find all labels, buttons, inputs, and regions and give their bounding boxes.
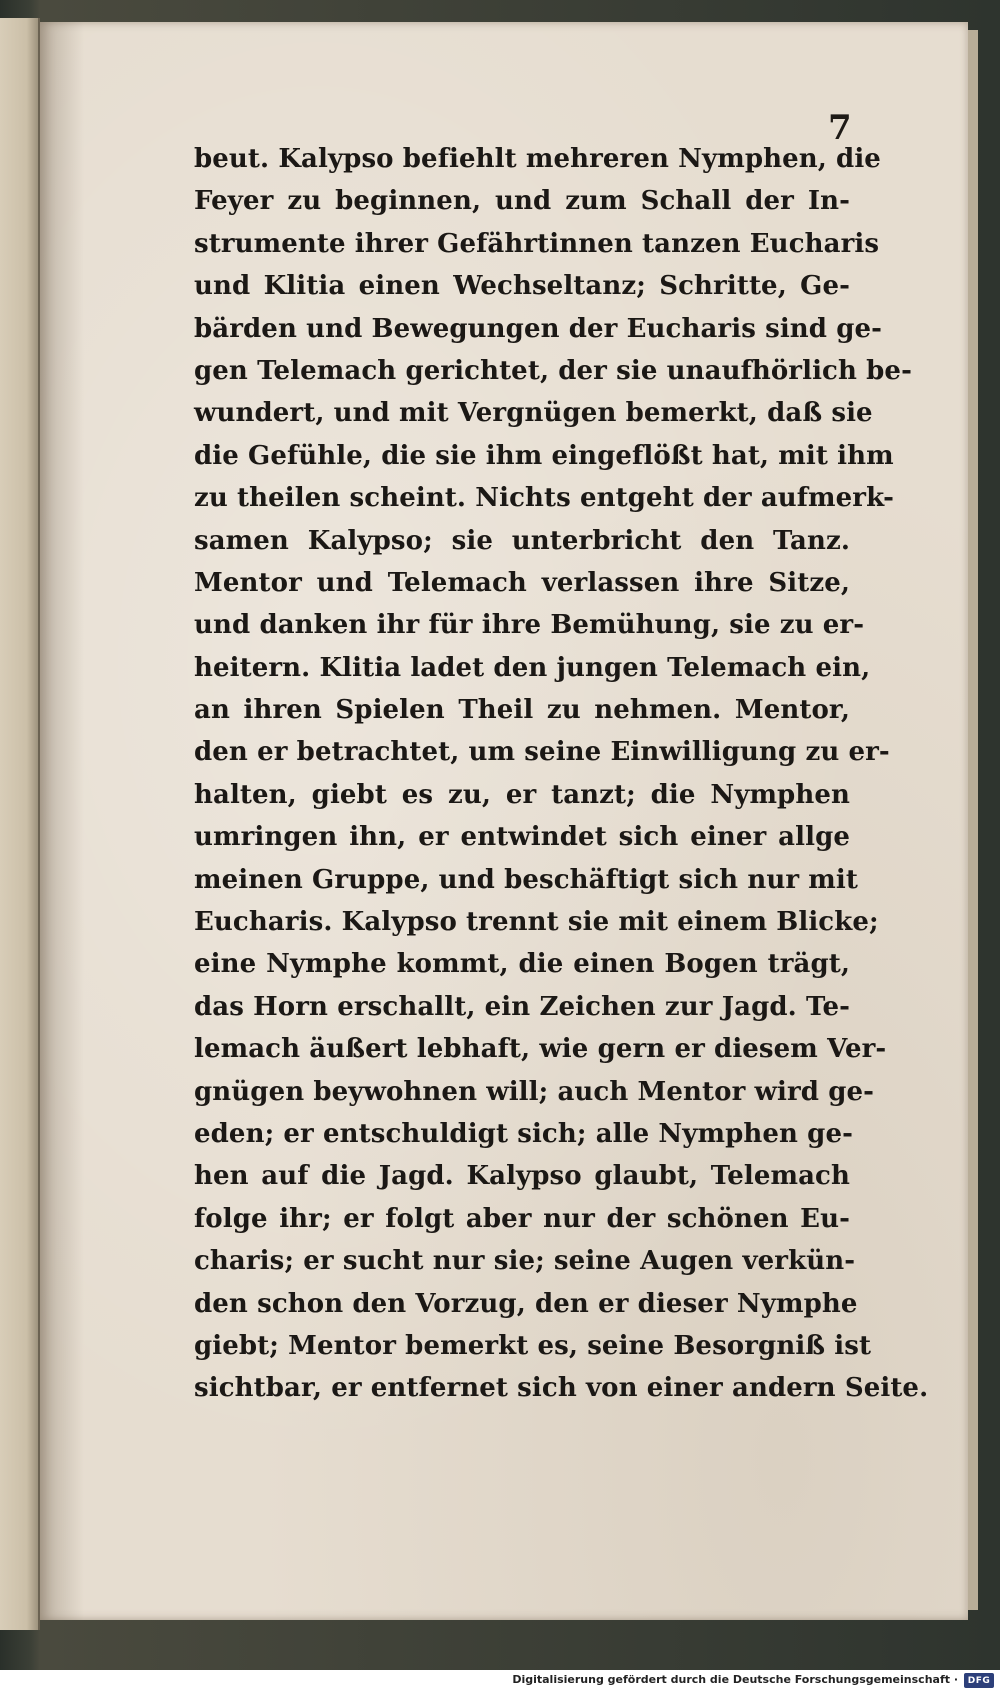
text-line: zu theilen scheint. Nichts entgeht der aufmerk-: [194, 483, 895, 514]
text-line: an ihren Spielen Theil zu nehmen. Mentor,: [194, 695, 850, 726]
text-line: meinen Gruppe, und beschäftigt sich nur mit: [194, 864, 858, 895]
page-right-edge: [968, 30, 978, 1610]
digitization-credit: Digitalisierung gefördert durch die Deutsche Forschungsgemeinschaft ·: [512, 1673, 958, 1686]
text-line: beut. Kalypso befiehlt mehreren Nymphen, die: [194, 144, 881, 174]
text-line: Eucharis. Kalypso trennt sie mit einem Blicke;: [194, 907, 879, 938]
text-line: wundert, und mit Vergnügen bemerkt, daß sie: [194, 398, 873, 429]
text-line: lemach äußert lebhaft, wie gern er diesem Ver-: [194, 1034, 887, 1065]
dfg-logo-text: DFG: [967, 1675, 991, 1686]
body-text: [194, 138, 929, 1410]
text-line: folge ihr; er folgt aber nur der schönen Eu-: [194, 1203, 850, 1234]
text-line: umringen ihn, er entwindet sich einer allge: [194, 822, 850, 853]
text-line: Feyer zu beginnen, und zum Schall der In-: [194, 186, 850, 217]
page-number: 7: [828, 108, 852, 148]
text-line: sichtbar, er entfernet sich von einer andern Seite.: [194, 1373, 929, 1404]
text-line: den schon den Vorzug, den er dieser Nymphe: [194, 1288, 858, 1319]
text-line: samen Kalypso; sie unterbricht den Tanz.: [194, 525, 850, 556]
text-line: gnügen beywohnen will; auch Mentor wird ge-: [194, 1076, 875, 1107]
text-line: eden; er entschuldigt sich; alle Nymphen ge-: [194, 1118, 853, 1149]
text-line: den er betrachtet, um seine Einwilligung zu er-: [194, 737, 890, 768]
dfg-logo-icon: [964, 1673, 994, 1688]
text-line: und danken ihr für ihre Bemühung, sie zu er-: [194, 610, 865, 641]
text-line: Mentor und Telemach verlassen ihre Sitze,: [194, 567, 850, 598]
text-line: die Gefühle, die sie ihm eingeflößt hat, mit ihm: [194, 440, 894, 471]
text-line: giebt; Mentor bemerkt es, seine Besorgniß ist: [194, 1330, 872, 1361]
text-line: heitern. Klitia ladet den jungen Telemach ein,: [194, 652, 871, 683]
text-line: und Klitia einen Wechseltanz; Schritte, Ge-: [194, 271, 850, 302]
left-page-edge: [0, 18, 40, 1630]
text-line: bärden und Bewegungen der Eucharis sind ge-: [194, 313, 883, 344]
text-line: halten, giebt es zu, er tanzt; die Nymphen: [194, 779, 850, 810]
text-line: das Horn erschallt, ein Zeichen zur Jagd. Te-: [194, 991, 850, 1022]
text-line: eine Nymphe kommt, die einen Bogen trägt,: [194, 949, 850, 980]
text-line: charis; er sucht nur sie; seine Augen verkün-: [194, 1246, 856, 1277]
text-line: hen auf die Jagd. Kalypso glaubt, Telemach: [194, 1161, 850, 1192]
text-line: strumente ihrer Gefährtinnen tanzen Eucharis: [194, 228, 880, 259]
text-line: gen Telemach gerichtet, der sie unaufhörlich be-: [194, 355, 912, 386]
